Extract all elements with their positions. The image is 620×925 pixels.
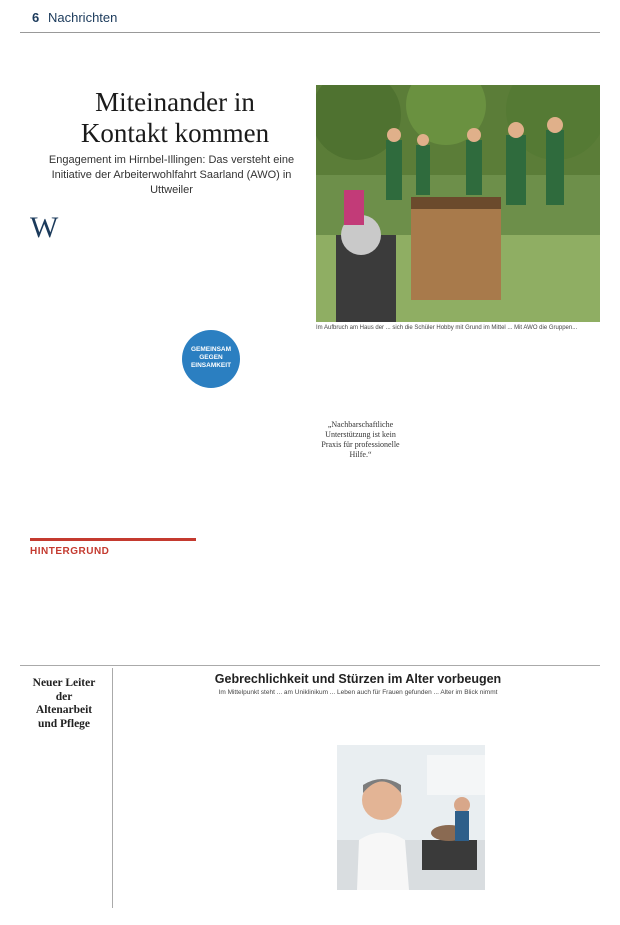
article-teaser: Engagement im Hirnbel-Illingen: Das versteht eine Initiative der Arbeiterwohlfahrt Saarland (AWO) in Uttweiler	[48, 154, 295, 196]
pull-quote	[318, 420, 403, 464]
headline-line-1: Miteinander in	[95, 87, 255, 117]
article2-column-4	[337, 705, 485, 741]
side-article-text	[30, 735, 102, 905]
garden-photo	[316, 85, 600, 322]
article2-column-3	[270, 705, 332, 905]
drop-cap: W	[30, 213, 59, 244]
article-column-5	[410, 345, 490, 635]
badge-line-2: GEGEN	[199, 354, 223, 361]
article2-column-1	[118, 705, 188, 905]
article-column-4	[182, 395, 302, 635]
article-headline	[40, 87, 310, 149]
page-number: 6	[32, 10, 40, 25]
photo-caption: Im Aufbruch am Haus der ... sich die Schüler Hobby mit Grund im Mittel ... Mit AWO die Gruppen...	[316, 325, 578, 331]
article-column-1	[30, 213, 100, 531]
campaign-badge	[182, 330, 240, 388]
column-divider	[112, 668, 113, 908]
doctor-photo	[337, 745, 485, 890]
article2-column-5	[492, 705, 598, 905]
background-text	[30, 561, 196, 623]
section-title: Nachrichten	[48, 10, 118, 25]
article-column-3a	[182, 213, 252, 323]
quote-text: „Nachbarschaftliche Unterstützung ist kein Praxis für professionelle Hilfe.“	[321, 420, 400, 459]
badge-line-3: EINSAMKEIT	[190, 362, 232, 369]
article-column-6	[500, 345, 598, 635]
background-box	[30, 538, 196, 623]
side-article-headline: Neuer Leiter der Altenarbeit und Pflege	[32, 677, 96, 730]
article2-headline: Gebrechlichkeit und Stürzen im Alter vorbeugen	[214, 672, 502, 686]
article2-subline: Im Mittelpunkt steht ... am Uniklinikum ... Leben auch für Frauen gefunden ... Alter im Blick nimmt	[218, 689, 498, 696]
article-column-2	[106, 213, 176, 531]
badge-line-1: GEMEINSAM	[190, 346, 232, 353]
page-header	[20, 8, 600, 33]
section-divider	[20, 665, 600, 666]
headline-line-2: Kontakt kommen	[80, 118, 270, 148]
article2-column-2	[194, 705, 264, 905]
background-label: HINTERGRUND	[30, 546, 110, 557]
